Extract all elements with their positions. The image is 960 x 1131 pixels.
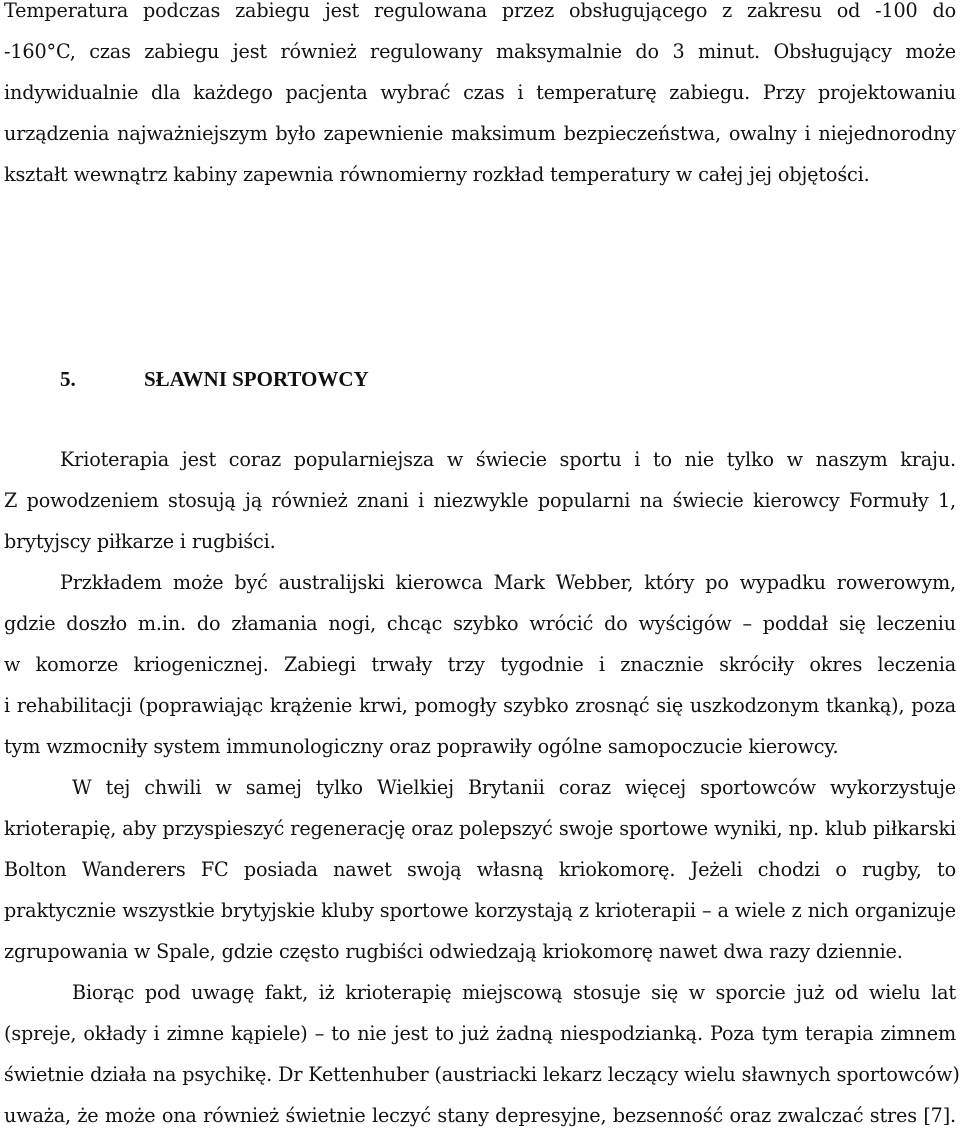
text-line: indywidualnie dla każdego pacjenta wybrać czas i temperaturę zabiegu. Przy projektowaniu: [4, 81, 956, 104]
text-line: Biorąc pod uwagę fakt, iż krioterapię miejscową stosuje się w sporcie już od wielu lat: [72, 981, 956, 1004]
text-line: krioterapię, aby przyspieszyć regenerację oraz polepszyć swoje sportowe wyniki, np. klub piłkarski: [4, 817, 956, 840]
text-line: i rehabilitacji (poprawiając krążenie krwi, pomogły szybko zrosnąć się uszkodzonym tkanką), poza: [4, 694, 956, 717]
text-line: Krioterapia jest coraz popularniejsza w świecie sportu i to nie tylko w naszym kraju.: [60, 448, 956, 471]
text-line: Bolton Wanderers FC posiada nawet swoją własną kriokomorę. Jeżeli chodzi o rugby, to: [4, 858, 956, 881]
text-line: Przkładem może być australijski kierowca Mark Webber, który po wypadku rowerowym,: [60, 571, 956, 594]
text-line: urządzenia najważniejszym było zapewnienie maksimum bezpieczeństwa, owalny i niejednorodny: [4, 122, 956, 145]
text-line: uważa, że może ona również świetnie leczyć stany depresyjne, bezsenność oraz zwalczać stres [7].: [4, 1104, 956, 1127]
text-line: kształt wewnątrz kabiny zapewnia równomierny rozkład temperatury w całej jej objętości.: [4, 163, 870, 186]
text-line: Z powodzeniem stosują ją również znani i niezwykle popularni na świecie kierowcy Formuły 1,: [4, 489, 956, 512]
text-line: W tej chwili w samej tylko Wielkiej Brytanii coraz więcej sportowców wykorzystuje: [72, 776, 956, 799]
section-number: 5.: [60, 367, 76, 391]
text-line: zgrupowania w Spale, gdzie często rugbiści odwiedzają kriokomorę nawet dwa razy dziennie.: [4, 940, 903, 963]
section-heading: [60, 366, 369, 392]
text-line: brytyjscy piłkarze i rugbiści.: [4, 530, 276, 553]
text-line: (spreje, okłady i zimne kąpiele) – to nie jest to już żadną niespodzianką. Poza tym terapia zimnem: [4, 1022, 956, 1045]
text-line: w komorze kriogenicznej. Zabiegi trwały trzy tygodnie i znacznie skróciły okres leczenia: [4, 653, 956, 676]
text-line: praktycznie wszystkie brytyjskie kluby sportowe korzystają z krioterapii – a wiele z nich organizuje: [4, 899, 956, 922]
text-line: tym wzmocniły system immunologiczny oraz poprawiły ogólne samopoczucie kierowcy.: [4, 735, 839, 758]
text-line: Temperatura podczas zabiegu jest regulowana przez obsługującego z zakresu od -100 do: [4, 0, 956, 22]
section-title: SŁAWNI SPORTOWCY: [144, 367, 369, 391]
text-line: świetnie działa na psychikę. Dr Kettenhuber (austriacki lekarz leczący wielu sławnych sportowców): [4, 1063, 960, 1086]
text-line: -160°C, czas zabiegu jest również regulowany maksymalnie do 3 minut. Obsługujący może: [4, 40, 956, 63]
text-line: gdzie doszło m.in. do złamania nogi, chcąc szybko wrócić do wyścigów – poddał się leczeniu: [4, 612, 956, 635]
